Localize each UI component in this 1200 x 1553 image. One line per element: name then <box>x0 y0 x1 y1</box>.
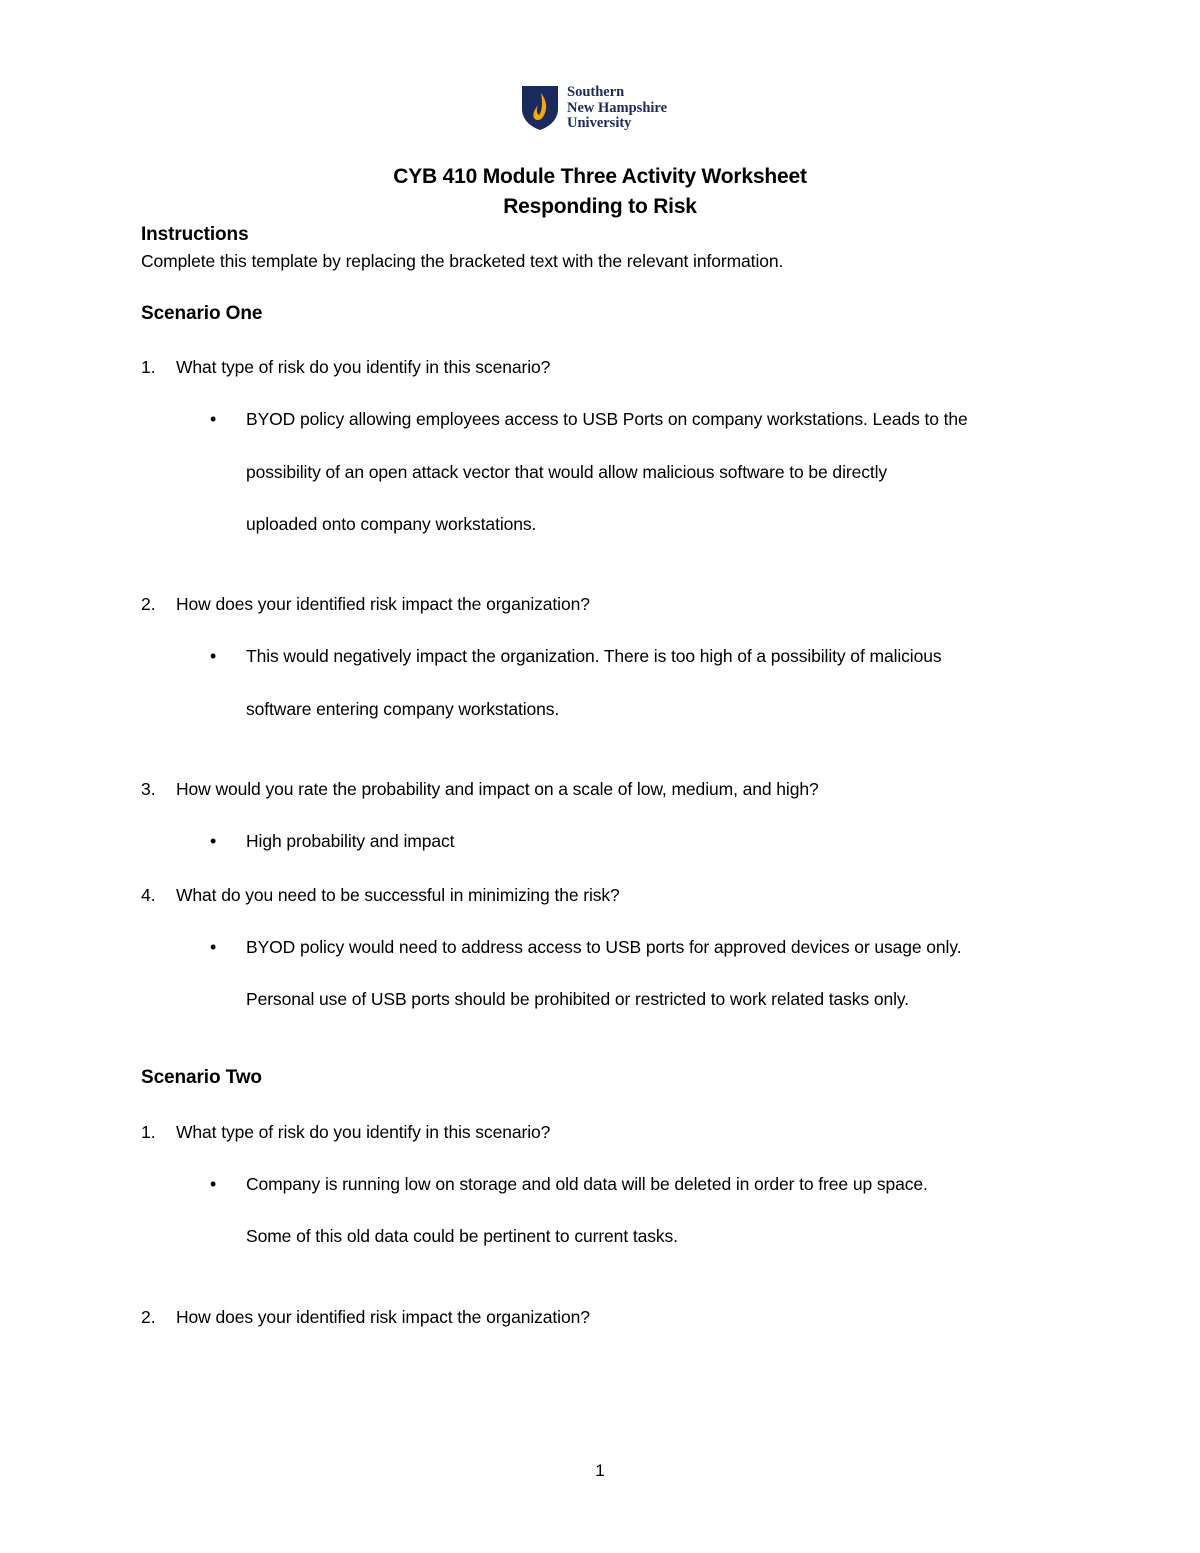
scenario-one-heading: Scenario One <box>141 303 263 324</box>
snhu-shield-icon <box>521 85 559 131</box>
answer-line: High probability and impact <box>246 831 455 851</box>
answer-line: Some of this old data could be pertinent to current tasks. <box>246 1226 678 1246</box>
page-number: 1 <box>595 1461 605 1480</box>
question-number: 3. <box>141 779 156 799</box>
question-text: How does your identified risk impact the organization? <box>176 594 590 614</box>
answer-line: Company is running low on storage and old data will be deleted in order to free up space. <box>246 1174 928 1194</box>
bullet-icon: • <box>210 1174 217 1194</box>
answer-line: software entering company workstations. <box>246 699 560 719</box>
question-text: How would you rate the probability and impact on a scale of low, medium, and high? <box>176 779 819 799</box>
page-title: CYB 410 Module Three Activity Worksheet <box>393 165 807 188</box>
answer-line: This would negatively impact the organization. There is too high of a possibility of malicious <box>246 646 942 666</box>
answer-line: BYOD policy would need to address access to USB ports for approved devices or usage only. <box>246 937 962 957</box>
bullet-icon: • <box>210 646 217 666</box>
question-text: What type of risk do you identify in this scenario? <box>176 357 551 377</box>
answer-line: possibility of an open attack vector that would allow malicious software to be directly <box>246 462 888 482</box>
answer-line: uploaded onto company workstations. <box>246 514 537 534</box>
page-subtitle: Responding to Risk <box>503 195 697 218</box>
question-number: 2. <box>141 594 156 614</box>
answer-line: BYOD policy allowing employees access to USB Ports on company workstations. Leads to the <box>246 409 968 429</box>
question-number: 1. <box>141 357 156 377</box>
snhu-logo <box>521 85 691 131</box>
bullet-icon: • <box>210 937 217 957</box>
question-number: 2. <box>141 1307 156 1327</box>
scenario-two-heading: Scenario Two <box>141 1067 262 1088</box>
question-number: 1. <box>141 1122 156 1142</box>
logo-line-2: New Hampshire <box>567 99 668 116</box>
question-text: What type of risk do you identify in this scenario? <box>176 1122 551 1142</box>
question-text: What do you need to be successful in minimizing the risk? <box>176 885 620 905</box>
answer-line: Personal use of USB ports should be prohibited or restricted to work related tasks only. <box>246 989 910 1009</box>
instructions-heading: Instructions <box>141 224 249 245</box>
logo-line-3: University <box>567 115 632 131</box>
bullet-icon: • <box>210 409 217 429</box>
bullet-icon: • <box>210 831 217 851</box>
logo-line-1: Southern <box>567 84 625 100</box>
question-text: How does your identified risk impact the organization? <box>176 1307 590 1327</box>
question-number: 4. <box>141 885 156 905</box>
instructions-text: Complete this template by replacing the bracketed text with the relevant information. <box>141 251 784 271</box>
